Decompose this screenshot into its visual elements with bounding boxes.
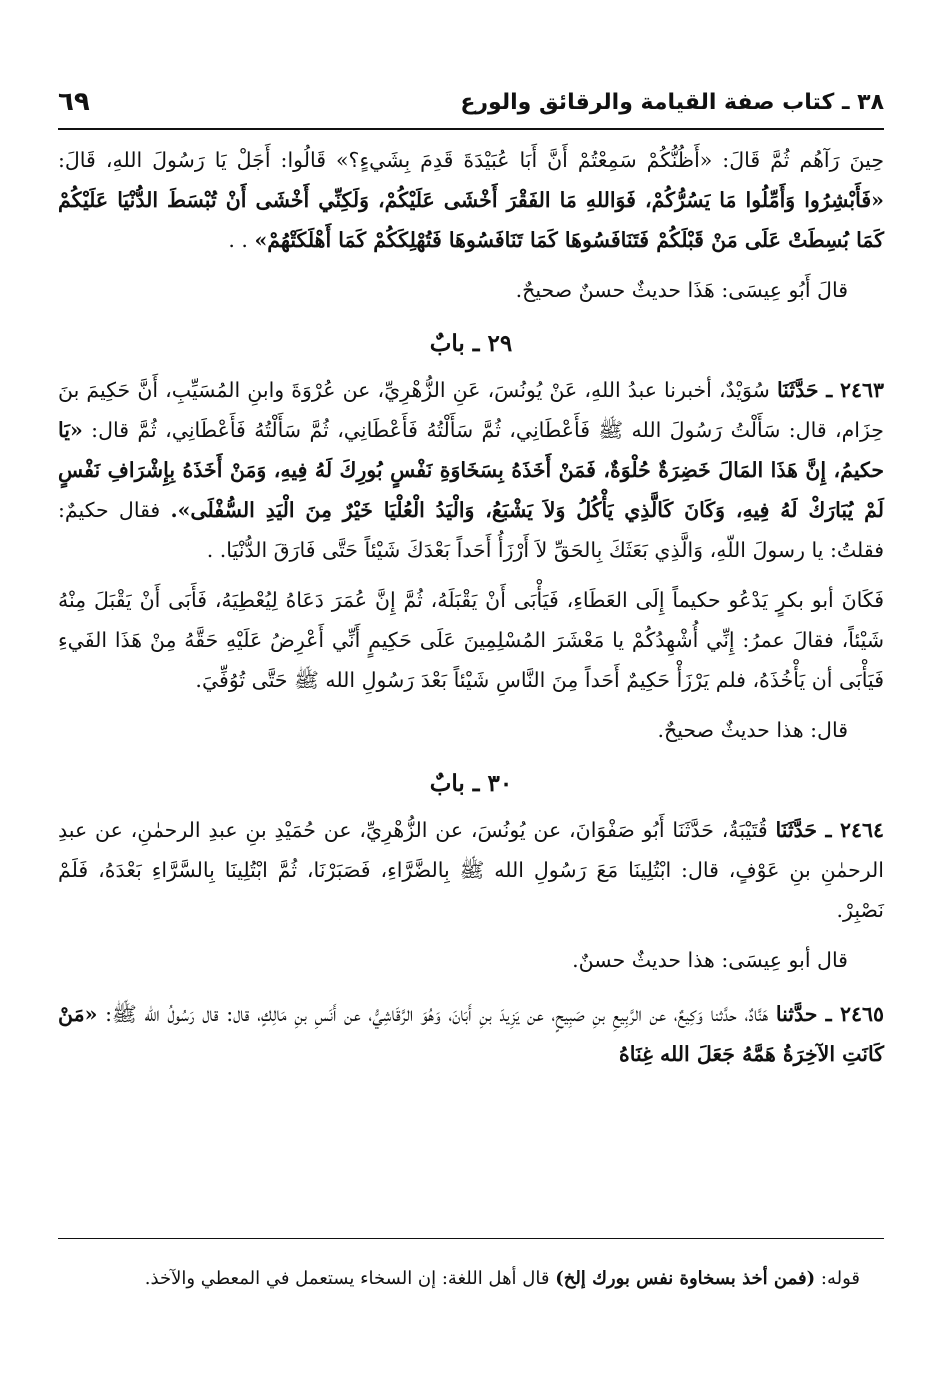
header-divider: [58, 128, 884, 130]
running-header: [58, 80, 884, 124]
grading-statement: قال أبو عِيسَى: هذا حديثٌ حسنٌ.: [572, 948, 848, 972]
narration-text: حِينَ رَآهُم ثُمَّ قَالَ: «أَظُنُّكُمْ سَمِعْتُمْ أَنَّ أَبَا عُبَيْدَةَ قَدِمَ بِشَيءٍ؟» قَالُوا: أَجَلْ يَا رَسُولَ اللهِ، قَالَ:: [58, 148, 884, 172]
chapter-heading: ٣٠ ـ بابٌ: [429, 770, 513, 797]
grading-statement: قال: هذا حديثٌ صحيحٌ.: [657, 718, 848, 742]
hadith-number: ٢٤٦٥ ـ حدَّثنا: [775, 1002, 884, 1026]
ellipsis-mark: . .: [228, 228, 248, 252]
footnote-divider: [58, 1238, 884, 1239]
footnote: [58, 1258, 884, 1300]
hadith-number: ٢٤٦٤ ـ حَدَّثَنَا: [775, 818, 884, 842]
prophet-quote: «يَا حكيمُ، إِنَّ هَذَا المَالَ خَضِرَةٌ حُلْوَةٌ، فَمَنْ أَخَذَهُ بِسَخَاوَةِ نَفْسٍ بُورِكَ لَهُ فِيهِ، وَمَنْ أَخَذَهُ بِإِشْرَافِ نَفْسٍ لَمْ يُبَارَكْ لَهُ فِيهِ، وَكَانَ كَالَّذِي يَأْكُلُ وَلاَ يَشْبَعُ، وَالْيَدُ الْعُلْيَا خَيْرٌ مِنَ الْيَدِ السُّفْلَى».: [58, 418, 884, 522]
narration-text: فقال حكيمٌ: فقلتُ: يا رسولَ اللّهِ، وَالَّذِي بَعَثَكَ بِالحَقِّ لاَ أَرْزَأُ أَحَداً بَعْدَكَ شَيْئاً حَتَّى فَارَقَ الدُّنْيَا. .: [58, 498, 884, 562]
chapter-heading: ٢٩ ـ بابٌ: [429, 330, 513, 357]
hadith-2463: [58, 370, 884, 570]
grading-statement: قالَ أَبُو عِيسَى: هَذَا حديثٌ حسنٌ صحيحٌ.: [515, 278, 848, 302]
footnote-text: قال أهل اللغة: إن السخاء يستعمل في المعطي والآخذ.: [144, 1268, 550, 1289]
footnote-term: (فمن أخذ بسخاوة نفس بورك إلخ): [555, 1268, 816, 1289]
isnad-text: سُوَيْدٌ، أخبرنا عبدُ اللهِ، عَنْ يُونُسَ، عَنِ الزُّهْرِيِّ، عن عُرْوَةَ وابنِ المُسَيِّبِ، أَنَّ حَكِيمَ بنَ حِزَام، قال: سَأَلْتُ رَسُولَ الله ﷺ فَأَعْطَانِي، ثُمَّ سَأَلْتُهُ فَأَعْطَانِي، ثُمَّ سَأَلْتُهُ فَأَعْطَانِي، ثُمَّ قال:: [58, 378, 884, 442]
footnote-intro: قوله:: [820, 1268, 860, 1289]
prophet-quote: «فَأَبْشِرُوا وَأَمِّلُوا مَا يَسُرُّكُمْ، فَوَاللهِ مَا الفَقْرَ أَخْشَى عَلَيْكُمْ، وَلَكِنِّي أَخْشَى أَنْ تُبْسَطَ الدُّنْيَا عَلَيْكُمْ كَمَا بُسِطَتْ عَلَى مَنْ قَبْلَكُمْ فَتَنَافَسُوهَا كَمَا تَنَافَسُوهَا فَتُهْلِكَكُمْ كَمَا أَهْلَكَتْهُمْ»: [58, 188, 884, 252]
isnad-text: هَنَّادٌ، حدَّثنا وَكِيعٌ، عن الرَّبِيعِ بنِ صَبِيحٍ، عن يَزِيدَ بنِ أَبَانَ، وَهُوَ الرَّقَاشِيُّ، عن أَنَسِ بنِ مَالِكٍ، قال: قال رَسُولُ الله ﷺ:: [105, 1002, 769, 1026]
paragraph-continuation: [58, 140, 884, 260]
paragraph-commentary: فَكَانَ أبو بكرٍ يَدْعُو حكيماً إِلَى العَطَاءِ، فَيَأْبَى أَنْ يَقْبَلَهُ، ثُمَّ إِنَّ عُمَرَ دَعَاهُ لِيُعْطِيَهُ، فَأَبَى أَنْ يَقْبَلَ مِنْهُ شَيْئاً، فقالَ عمرُ: إِنِّي أُشْهِدُكُمْ يا مَعْشَرَ المُسْلِمِينَ عَلَى حَكِيمٍ أَنِّي أَعْرِضُ عَلَيْهِ حَقَّهُ مِنْ هَذَا الفَيءِ فَيَأْبَى أن يَأْخُذَهُ، فلم يَرْزَأْ حَكِيمٌ أَحَداً مِنَ النَّاسِ شَيْئاً بَعْدَ رَسُولِ الله ﷺ حَتَّى تُوُفِّيَ.: [58, 588, 884, 692]
prophet-quote: «مَنْ كَانَتِ الآخِرَةُ هَمَّهُ جَعَلَ الله غِنَاهُ: [58, 1002, 884, 1066]
hadith-2464: [58, 810, 884, 930]
hadith-2465: [58, 994, 884, 1074]
hadith-number: ٢٤٦٣ ـ حَدَّثَنَا: [776, 378, 884, 402]
page-number: ٦٩: [58, 87, 90, 117]
chapter-title: ٣٨ ـ كتاب صفة القيامة والرقائق والورع: [460, 89, 884, 115]
main-text: [58, 140, 884, 1084]
isnad-text: قُتَيْبَةُ، حَدَّثَنَا أَبُو صَفْوَانَ، عن يُونُسَ، عن الزُّهْرِيِّ، عن حُمَيْدِ بنِ عبدِ الرحمٰنِ، عن عبدِ الرحمٰنِ بنِ عَوْفٍ، قال: ابْتُلِينَا مَعَ رَسُولِ الله ﷺ بِالضَّرَّاءِ، فَصَبَرْنَا، ثُمَّ ابْتُلِينَا بِالسَّرَّاءِ بَعْدَهُ، فَلَمْ نَصْبِرْ.: [58, 818, 884, 922]
